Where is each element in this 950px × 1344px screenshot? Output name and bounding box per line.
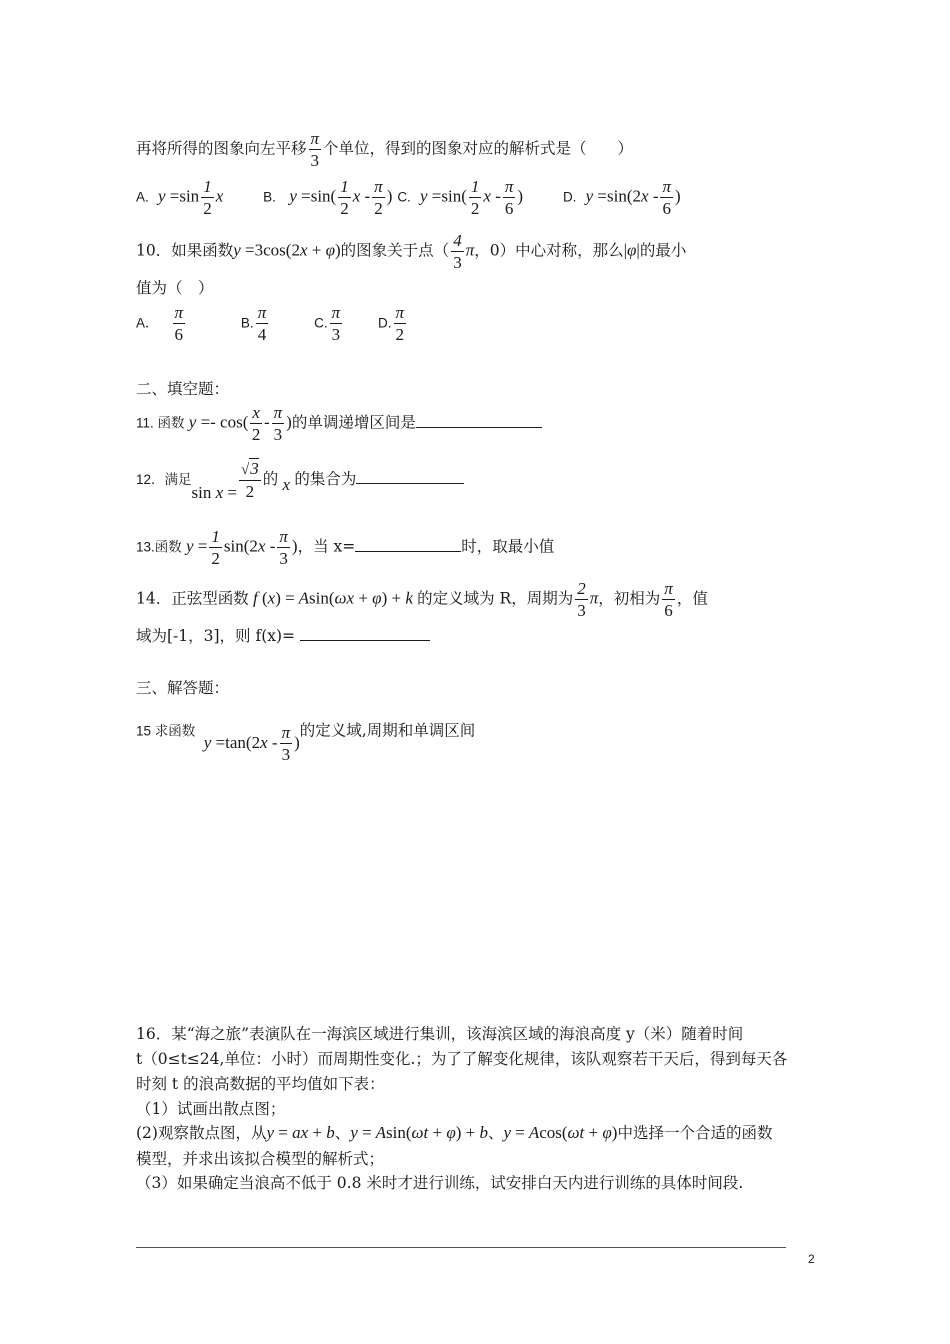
q14-text-2: 的定义域为 R，周期为	[417, 589, 574, 608]
fraction-pi-3: $\frac{\pi}{3}$	[310, 129, 320, 170]
fraction-pi-3: $\frac{\pi}{3}$	[281, 723, 291, 764]
fraction: $\frac{1}{2}$	[340, 177, 349, 218]
q9-text-2: 个单位，得到的图象对应的解析式是（ ）	[323, 139, 634, 158]
q12-text-2: 的	[262, 470, 279, 488]
fraction-1-2: $\frac{1}{2}$	[211, 527, 220, 568]
q16-line-2	[136, 1047, 787, 1069]
math-paren: )	[386, 186, 393, 206]
option-d-label: D.	[378, 315, 392, 331]
abs-phi: |φ|	[623, 240, 640, 260]
fraction: $\frac{1}{2}$	[470, 177, 480, 218]
q16-text-3: 时刻 t 的浪高数据的平均值如下表：	[136, 1075, 385, 1093]
fraction-sqrt3-2: $\frac{√3}{2}$	[241, 459, 259, 501]
q15-text: 15 求函数	[136, 723, 196, 739]
section-fill-in	[136, 377, 229, 399]
q15-line	[136, 712, 476, 764]
math-paren: )	[517, 186, 524, 206]
option-c-label: C.	[397, 189, 411, 205]
q14-text-3: ，初相为	[598, 589, 661, 608]
q11-formula: y =- cos(	[184, 412, 249, 432]
q12-text: 12．满足	[136, 472, 192, 487]
option-d-label: D.	[562, 189, 577, 205]
answer-blank[interactable]	[356, 482, 464, 484]
q14-line	[136, 580, 708, 619]
fraction-pi-4: $\frac{\pi}{4}$	[257, 303, 267, 344]
q15-formula: y =tan(2x -	[195, 732, 278, 752]
q12-text-3: 的集合为	[294, 470, 357, 488]
fraction-pi-3: $\frac{\pi}{3}$	[273, 403, 283, 444]
q16-line-3	[136, 1072, 385, 1094]
q9-line	[136, 130, 633, 169]
q12-line	[136, 460, 464, 500]
q13-text: 13.函数	[136, 539, 182, 555]
math-var: x	[278, 475, 295, 494]
q14-text-4: ，值	[676, 589, 708, 608]
q16-item-text-3: 模型，并求出该拟合模型的解析式；	[136, 1150, 385, 1168]
answer-blank[interactable]	[416, 426, 542, 428]
q13-text-3: 时，取最小值	[461, 537, 555, 556]
math-paren: )	[286, 412, 292, 432]
footer-divider	[136, 1247, 786, 1248]
section-title: 二、填空题：	[136, 380, 230, 398]
math-var: x	[215, 186, 224, 206]
option-a-formula: y =sin	[153, 186, 200, 206]
q10-formula: y =3cos(2x + φ)	[233, 240, 341, 260]
model-cos: y = Acos(ωt + φ)	[503, 1123, 618, 1142]
section-title: 三、解答题：	[136, 679, 230, 697]
fraction-2-3: $\frac{2}{3}$	[577, 579, 586, 620]
q10-text-3: ，0）中心对称，那么	[474, 241, 624, 260]
answer-blank[interactable]	[355, 550, 461, 552]
answer-blank[interactable]	[300, 639, 430, 641]
option-a-label: A．	[136, 315, 159, 331]
fraction-x-2: $\frac{x}{2}$	[251, 403, 261, 444]
q10-text-4: 的最小	[639, 241, 687, 260]
q9-text: 再将所得的图象向左平移	[136, 139, 307, 158]
fraction: $\frac{\pi}{6}$	[504, 177, 514, 218]
option-b-label: B.	[240, 315, 254, 331]
model-linear: y = ax + b	[266, 1123, 335, 1142]
q14-text: 14．正弦型函数	[136, 589, 249, 608]
section-solutions	[136, 676, 229, 698]
q15-text-2: 的定义域,周期和单调区间	[299, 721, 476, 740]
math-var: x -	[483, 186, 501, 206]
fraction-pi-3: $\frac{\pi}{3}$	[331, 303, 341, 344]
q10-options	[136, 304, 408, 343]
separator: 、	[334, 1124, 351, 1142]
q11-line	[136, 404, 542, 443]
q16-line-1	[136, 1022, 743, 1044]
option-b-formula: y =sin(	[280, 186, 337, 206]
q16-item-2-line-2	[136, 1147, 384, 1169]
q16-item-text: （1）试画出散点图；	[136, 1100, 286, 1118]
q16-item-2	[136, 1121, 772, 1143]
q11-text-2: 的单调递增区间是	[291, 413, 416, 432]
q9-options	[136, 178, 681, 217]
q16-text: 16．某“海之旅”表演队在一海滨区域进行集训，该海滨区域的海浪高度 y（米）随着时间	[136, 1025, 744, 1043]
q10-text-5: 值为（ ）	[136, 279, 214, 297]
fraction-4-3: $\frac{4}{3}$	[453, 231, 462, 272]
math-var: x -	[352, 186, 371, 206]
option-d-formula: y =sin(2x -	[581, 186, 659, 206]
math-paren: )	[675, 186, 681, 206]
fraction: $\frac{\pi}{2}$	[374, 177, 383, 218]
math-sin: sin(2x -	[223, 536, 276, 556]
q16-item-text-2: 中选择一个合适的函数	[617, 1124, 773, 1142]
q14-text-5: 域为[-1，3]，则 f(x)=	[136, 627, 300, 645]
fraction-pi-2: $\frac{\pi}{2}$	[395, 303, 405, 344]
q12-formula: sin x =	[191, 483, 238, 502]
option-b-label: B.	[263, 189, 276, 205]
q13-line	[136, 528, 554, 567]
q16-item-1	[136, 1097, 285, 1119]
q14-line-2	[136, 624, 430, 646]
q11-text: 11. 函数	[136, 415, 185, 431]
math-paren: )	[291, 536, 298, 556]
fraction: $\frac{1}{2}$	[203, 177, 212, 218]
q16-item-3	[136, 1171, 743, 1193]
q13-text-2: ，当 x=	[297, 537, 356, 556]
separator: 、	[487, 1124, 504, 1142]
fraction-pi-6: $\frac{\pi}{6}$	[174, 303, 184, 344]
q10-line-2	[136, 276, 214, 298]
q16-item-text-4: （3）如果确定当浪高不低于 0.8 米时才进行训练，试安排白天内进行训练的具体时间段.	[136, 1174, 744, 1192]
option-c-label: C.	[314, 315, 328, 331]
q16-text-2: t（0≤t≤24,单位：小时）而周期性变化.；为了了解变化规律，该队观察若干天后，得到每天各	[136, 1050, 788, 1068]
option-c-formula: y =sin(	[415, 186, 467, 206]
q16-item-text: (2)观察散点图，从	[136, 1124, 267, 1142]
math-paren: )	[294, 732, 300, 752]
q13-formula: y =	[181, 536, 208, 556]
q10-line	[136, 232, 686, 271]
page-number: 2	[808, 1252, 815, 1266]
option-a-label: A.	[136, 189, 149, 205]
q10-text-2: 的图象关于点（	[340, 241, 450, 260]
q10-text: 10．如果函数	[136, 241, 234, 260]
math-minus: -	[263, 412, 270, 432]
math-pi: π	[589, 588, 599, 608]
fraction-pi-6: $\frac{\pi}{6}$	[664, 579, 673, 620]
fraction: $\frac{\pi}{6}$	[662, 177, 672, 218]
q14-formula: f (x) = Asin(ωx + φ) + k	[248, 588, 418, 608]
model-sin: y = Asin(ωt + φ) + b	[350, 1123, 488, 1142]
math-pi: π	[465, 240, 475, 260]
fraction-pi-3: $\frac{\pi}{3}$	[279, 527, 288, 568]
